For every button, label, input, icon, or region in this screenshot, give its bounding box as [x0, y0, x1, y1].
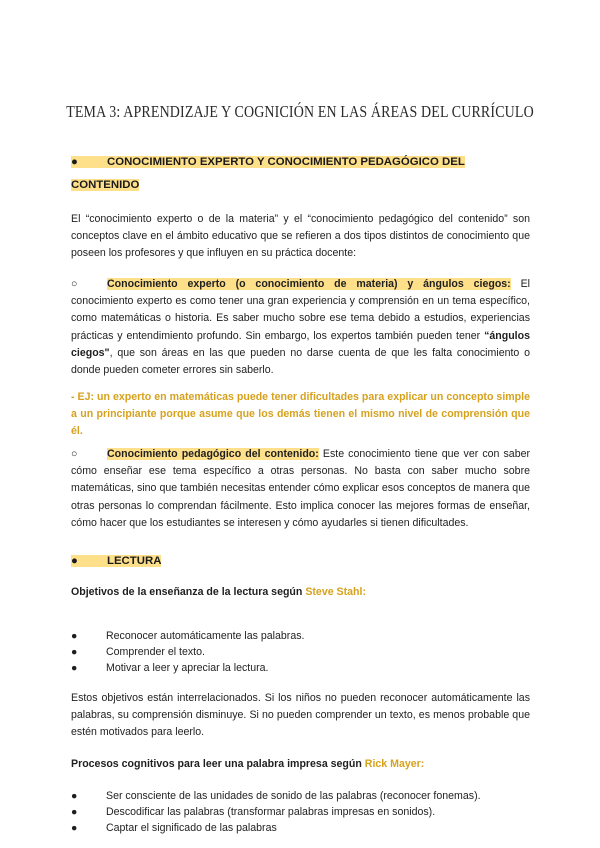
intro-paragraph: El “conocimiento experto o de la materia” y el “conocimiento pedagógico del contenido” son conceptos clave en el ámbito educativo que se refieren a dos tipos distintos de conocimiento que poseen los profesores y que influyen en su práctica docente: [71, 213, 530, 260]
p2-text: Este conocimiento tiene que ver con saber cómo enseñar ese tema específico a otras personas. No basta con saber mucho sobre matemáticas, sino que también necesitas entender cómo explicar esos conceptos de manera que otras personas lo comprendan fácilmente. Esto implica conocer las mejores formas de enseñar, cómo hacer que los estudiantes se interesen y cómo ayudarles si tienen dificultades. [71, 448, 531, 529]
processes-author: Rick Mayer: [364, 758, 425, 770]
heading-line2: CONTENIDO [71, 179, 140, 191]
objectives-author: Steve Stahl: [305, 586, 366, 598]
list-item-text: Captar el significado de las palabras [106, 822, 277, 834]
section-heading-lectura [71, 550, 530, 573]
list-bullet: ● [71, 790, 78, 802]
term-conocimiento-pedagogico: Conocimiento pedagógico del contenido: [107, 448, 319, 460]
list-bullet: ● [71, 630, 78, 642]
heading-lectura: LECTURA [107, 555, 162, 567]
example-paragraph: - EJ: un experto en matemáticas puede tener dificultades para explicar un concepto simple a un principiante porque asume que los demás tienen el mismo nivel de comprensión que él. [71, 391, 530, 437]
processes-label-text: Procesos cognitivos para leer una palabra impresa según [71, 758, 365, 770]
p1-text-b: , que son áreas en las que pueden no darse cuenta de que les falta conocimiento o donde pueden cometer errores sin saberlo. [71, 346, 530, 377]
circle-marker-2: ○ [71, 448, 78, 460]
processes-label [71, 758, 424, 770]
objectives-note: Estos objetivos están interrelacionados. Si los niños no pueden reconocer automáticamente las palabras, su comprensión disminuye. Si no pueden comprender un texto, es menos probable que estén motivados para leerlo. [71, 692, 530, 739]
p1-text-a: El conocimiento experto es como tener una gran experiencia y comprensión en un tema específico, como matemáticas o historia. Es saber mucho sobre ese tema debido a estudios, experiencias prácticas y entendimiento profundo. Sin embargo, los expertos también pueden tener [71, 278, 530, 342]
paragraph-conocimiento-pedagogico [71, 446, 530, 532]
list-item-text: Ser consciente de las unidades de sonido de las palabras (reconocer fonemas). [106, 790, 481, 802]
section-heading-conocimiento [71, 151, 530, 197]
circle-marker: ○ [71, 278, 78, 290]
objectives-label [71, 586, 366, 598]
heading-bullet-2: ● [71, 555, 78, 567]
list-item-text: Descodificar las palabras (transformar palabras impresas en sonidos). [106, 806, 436, 818]
list-bullet: ● [71, 806, 78, 818]
list-item-text: Motivar a leer y apreciar la lectura. [106, 662, 269, 674]
objectives-label-text: Objetivos de la enseñanza de la lectura según [71, 586, 306, 598]
heading-bullet: ● [71, 156, 78, 168]
list-item-text: Comprender el texto. [106, 646, 205, 658]
list-item-text: Reconocer automáticamente las palabras. [106, 630, 305, 642]
term-conocimiento-experto: Conocimiento experto (o conocimiento de materia) y ángulos ciegos: [107, 278, 511, 290]
heading-line1: CONOCIMIENTO EXPERTO Y CONOCIMIENTO PEDAGÓGICO DEL [107, 156, 465, 168]
list-bullet: ● [71, 662, 78, 674]
list-bullet: ● [71, 822, 78, 834]
list-bullet: ● [71, 646, 78, 658]
term-angulos-ciegos: “ángulos ciegos" [71, 329, 530, 359]
paragraph-conocimiento-experto [71, 276, 530, 379]
page-title: TEMA 3: APRENDIZAJE Y COGNICIÓN EN LAS ÁREAS DEL CURRÍCULO [66, 102, 534, 121]
